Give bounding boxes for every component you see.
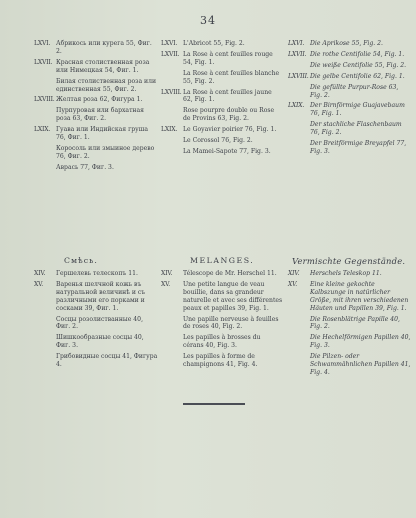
list-item: La Mamei-Sapote 77, Fig. 3. <box>183 147 271 155</box>
list-item: Коросоль или змыиное дерево 76, Фиг. 2. <box>56 144 155 160</box>
entry-number: LXVIII. <box>288 72 309 80</box>
entry-number: XIV. <box>34 270 46 277</box>
entry-number: XV. <box>161 280 171 288</box>
entry-number: LXVII. <box>288 50 307 58</box>
list-item: Rose pourpre double ou Rose de Provins 63, Fig. 2. <box>183 107 275 123</box>
miscellany-column-russian <box>34 270 158 372</box>
entry-text: Le Goyavier poirier 76, Fig. 1. <box>183 126 277 134</box>
list-item: Les papilles à brosses du cérans 40, Fig. 3. <box>183 334 261 350</box>
list-item: Der Breitförmige Breyapfel 77, Fig. 3. <box>310 140 407 155</box>
entry-text: Une petite langue de veau bouillie, dans sa grandeur naturelle et avec ses différentes peaux et papilles 39, Fig. 1. <box>183 280 283 312</box>
entry-number: LXIX. <box>161 126 178 134</box>
list-item: Une papille nerveuse à feuilles de roses 40, Fig. 2. <box>183 315 279 331</box>
section-heading-russian: Смѣсь. <box>64 256 98 265</box>
list-item: Les papilles à forme de champignons 41, Fig. 4. <box>183 353 258 369</box>
list-item <box>161 40 283 48</box>
entry-text: Желтая роза 62, Фигура 1. <box>56 96 143 104</box>
list-item <box>161 126 283 134</box>
index-column-russian <box>34 40 158 175</box>
list-item: Le Corossol 76, Fig. 2. <box>183 137 253 145</box>
entry-text: Варенья шелчной кожь въ натуральной величинѣ и съ различными его порками и сосками 39, Фиг. 1. <box>56 280 146 312</box>
entry-number: LXVII. <box>34 58 53 66</box>
miscellany-column-german <box>288 270 412 380</box>
list-item: Die Hechelförmigen Papillen 40, Fig. 3. <box>310 334 411 350</box>
list-item <box>34 59 158 75</box>
page-number: 34 <box>200 14 216 27</box>
entry-text: Гуава или Индийская груша 76, Фиг. 1. <box>56 126 149 142</box>
entry-text: Télescope de Mr. Herschel 11. <box>183 270 277 277</box>
list-item <box>288 281 412 313</box>
entry-number: XIV. <box>288 270 300 277</box>
index-column-german <box>288 40 412 159</box>
entry-text: Die gelbe Centifolie 62, Fig. 1. <box>310 72 405 80</box>
miscellany-column-french <box>161 270 283 372</box>
list-item: Die weiße Centifolie 55, Fig. 2. <box>310 61 407 69</box>
list-item: Die Rosenblätrige Papille 40, Fig. 2. <box>310 315 400 331</box>
entry-number: XV. <box>34 280 44 288</box>
entry-text: Der Birnförmige Guajavebaum 76, Fig. 1. <box>310 102 405 118</box>
entry-text: Красная столиственная роза или Нимецкая 54, Фиг. 1. <box>56 58 150 74</box>
list-item <box>288 40 412 48</box>
entry-text: La Rose à cent feuilles rouge 54, Fig. 1. <box>183 50 273 66</box>
entry-text: La Rose à cent feuilles jaune 62, Fig. 1. <box>183 88 272 104</box>
list-item <box>34 40 158 56</box>
entry-number: XIV. <box>161 270 173 277</box>
list-item: Грибовидные сосцы 41, Фигура 4. <box>56 353 158 369</box>
list-item <box>288 51 412 59</box>
list-item <box>161 89 283 105</box>
entry-number: LXVIII. <box>34 96 55 104</box>
entry-number: LXIX. <box>34 126 51 134</box>
list-item: Die gefüllte Purpur-Rose 63, Fig. 2. <box>310 83 399 99</box>
entry-text: Die rothe Centifolie 54, Fig. 1. <box>310 50 405 58</box>
list-item <box>288 270 412 278</box>
list-item <box>288 102 412 118</box>
list-item <box>34 126 158 142</box>
list-item: Пурпуровая или бархатная роза 63, Фиг. 2. <box>56 107 144 123</box>
list-item: Der stachliche Flaschenbaum 76, Fig. 2. <box>310 121 402 137</box>
list-item <box>34 96 158 104</box>
entry-number: LXVI. <box>288 40 305 47</box>
list-item <box>161 270 283 278</box>
list-item: Die Pilzen- oder Schwammähnlichen Papillen 41, Fig. 4. <box>310 353 411 376</box>
entry-number: XV. <box>288 280 298 288</box>
index-column-french <box>161 40 283 159</box>
entry-number: LXIX. <box>288 102 305 110</box>
entry-number: LXVIII. <box>161 88 182 96</box>
list-item: Шишкообразные сосцы 40, Фиг. 3. <box>56 334 144 350</box>
list-item <box>34 281 158 313</box>
entry-number: LXVI. <box>161 40 178 47</box>
list-item <box>161 51 283 67</box>
entry-text: L'Abricot 55, Fig. 2. <box>183 40 245 47</box>
list-item: Сосцы розолистванные 40, Фиг. 2. <box>56 315 143 331</box>
entry-number: LXVI. <box>34 40 51 47</box>
entry-text: Die Aprikose 55, Fig. 2. <box>310 40 383 47</box>
section-heading-german: Vermischte Gegenstände. <box>292 256 406 266</box>
list-item: Аврась 77, Фиг. 3. <box>56 163 114 171</box>
entry-text: Гершелевь телескопъ 11. <box>56 270 138 277</box>
divider-rule <box>183 403 245 405</box>
entry-number: LXVII. <box>161 50 180 58</box>
list-item: La Rose à cent feuilles blanche 55, Fig. 2. <box>183 69 280 85</box>
section-heading-french: MELANGES. <box>190 256 255 265</box>
list-item <box>34 270 158 278</box>
entry-text: Eine kleine gekochte Kalbszunge in natürlicher Größe, mit ihren verschiedenen Häuten und Papillen 39, Fig. 1. <box>310 280 409 312</box>
list-item <box>161 281 283 313</box>
list-item: Билая столиственная роза или единственная 55, Фиг. 2. <box>56 77 157 93</box>
entry-text: Herschels Teleskop 11. <box>310 270 382 277</box>
entry-text: Абрикось или курега 55, Фиг. 2. <box>56 40 152 55</box>
list-item <box>288 73 412 81</box>
